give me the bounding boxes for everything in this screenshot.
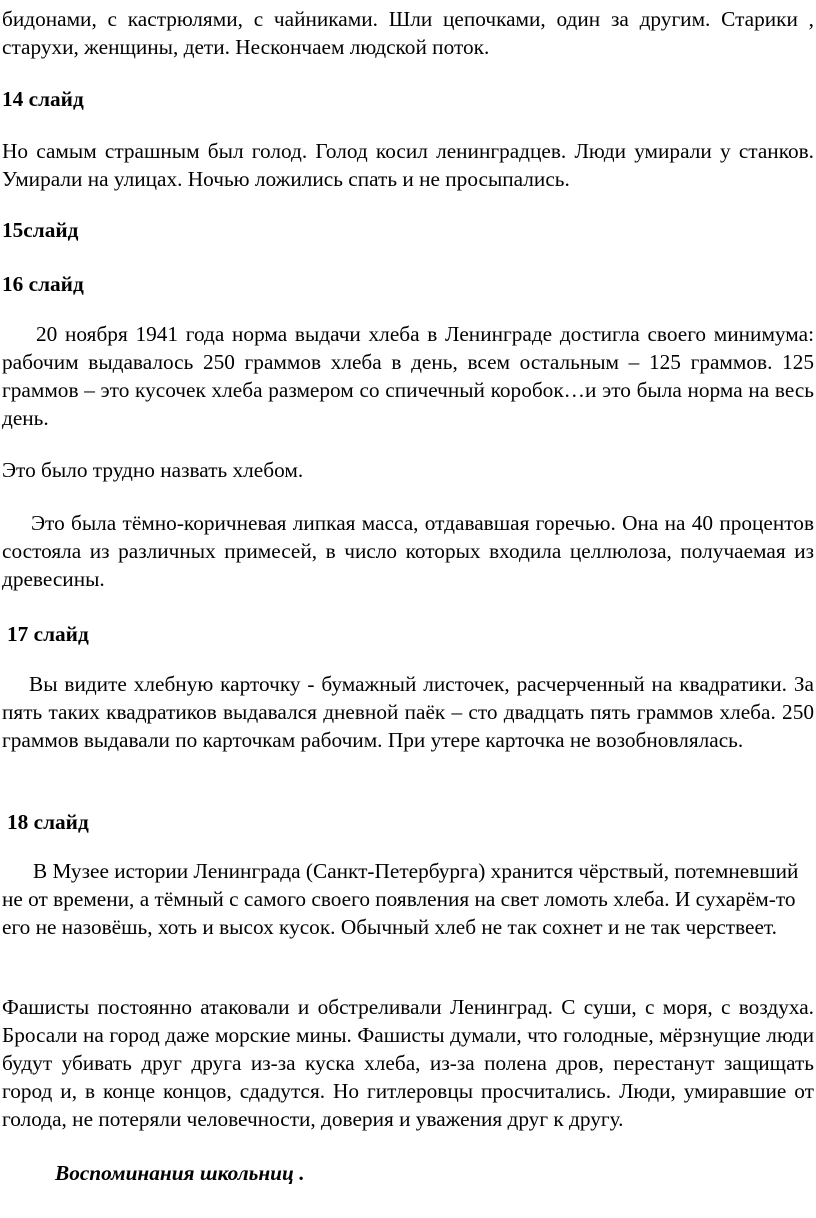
paragraph-hunger: Но самым страшным был голод. Голод косил ленинградцев. Люди умирали у станков. Умирали на улицах. Ночью ложились спать и не просыпались. — [2, 139, 814, 191]
heading-slide-16: 16 слайд — [2, 272, 84, 296]
heading-schoolgirls-memories: Воспоминания школьниц . — [55, 1161, 305, 1185]
paragraph-fascists-attacked: Фашисты постоянно атаковали и обстреливали Ленинград. С суши, с моря, с воздуха. Бросали на город даже морские мины. Фашисты думали, что голодные, мёрзнущие люди будут убивать друг друга из-за куска хлеба, из-за полена дров, перестанут защищать город и, в конце концов, сдадутся. Но гитлеровцы просчитались. Люди, умиравшие от голода, не потеряли человечности, доверия и уважения друг к другу. — [2, 995, 814, 1131]
paragraph-ration-card: Вы видите хлебную карточку - бумажный листочек, расчерченный на квадратики. За пять таких квадратиков выдавался дневной паёк – сто двадцать пять граммов хлеба. 250 граммов выдавали по карточкам рабочим. При утере карточка не возобновлялась. — [2, 672, 814, 752]
paragraph-hard-to-call-bread: Это было трудно назвать хлебом. — [2, 458, 304, 482]
heading-slide-17: 17 слайд — [7, 622, 89, 646]
heading-slide-14: 14 слайд — [2, 87, 84, 111]
paragraph-refugees-stream: бидонами, с кастрюлями, с чайниками. Шли цепочками, один за другим. Старики , старухи, женщины, дети. Нескончаем людской поток. — [2, 7, 814, 59]
heading-slide-15: 15слайд — [2, 218, 79, 242]
paragraph-museum-bread: В Музее истории Ленинграда (Санкт-Петербурга) хранится чёрствый, потемневший не от времени, а тёмный с самого своего появления на свет ломоть хлеба. И сухарём-то его не назовёшь, хоть и высох кусок. Обычный хлеб не так сохнет и не так черствеет. — [2, 859, 799, 939]
heading-slide-18: 18 слайд — [7, 810, 89, 834]
paragraph-bread-composition: Это была тёмно-коричневая липкая масса, отдававшая горечью. Она на 40 процентов состояла из различных примесей, в число которых входила целлюлоза, получаемая из древесины. — [2, 511, 814, 591]
paragraph-bread-norm: 20 ноября 1941 года норма выдачи хлеба в Ленинграде достигла своего минимума: рабочим выдавалось 250 граммов хлеба в день, всем остальным – 125 граммов. 125 граммов – это кусочек хлеба размером со спичечный коробок…и это была норма на весь день. — [2, 322, 814, 430]
